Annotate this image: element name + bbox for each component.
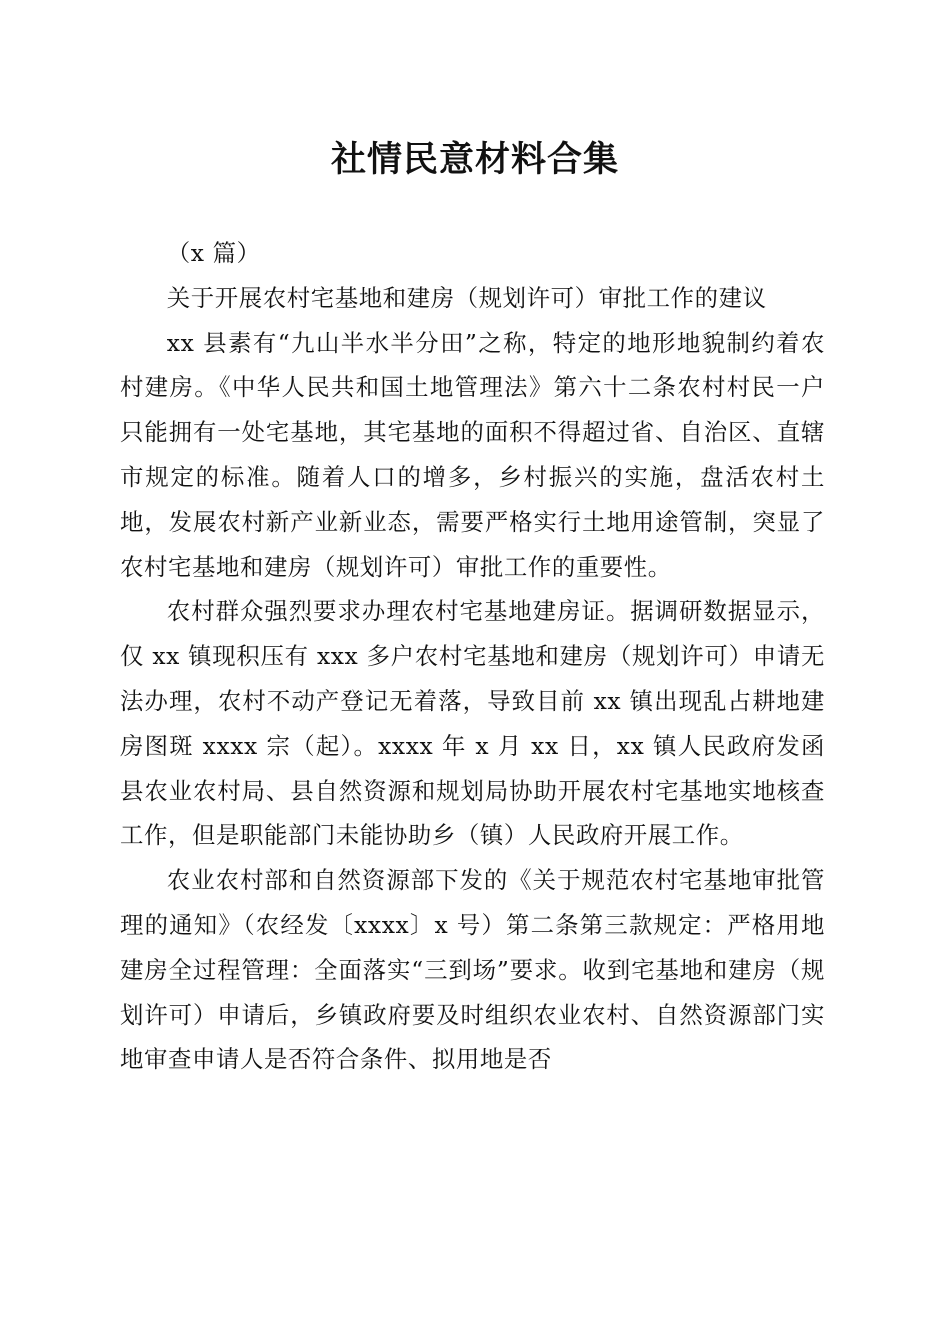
document-body: [120, 231, 825, 1082]
document-title: 社情民意材料合集: [330, 139, 619, 180]
paragraph: 农业农村部和自然资源部下发的《关于规范农村宅基地审批管理的通知》（农经发〔xxxx〕x 号）第二条第三款规定：严格用地建房全过程管理：全面落实“三到场”要求。收到宅基地和建房（规划许可）申请后，乡镇政府要及时组织农业农村、自然资源部门实地审查申请人是否符合条件、拟用地是否: [120, 866, 825, 1074]
paragraph-count-note: （x 篇）: [166, 239, 261, 267]
paragraph: xx 县素有“九山半水半分田”之称，特定的地形地貌制约着农村建房。《中华人民共和国土地管理法》第六十二条农村村民一户只能拥有一处宅基地，其宅基地的面积不得超过省、自治区、直辖市规定的标准。随着人口的增多，乡村振兴的实施，盘活农村土地，发展农村新产业新业态，需要严格实行土地用途管制，突显了农村宅基地和建房（规划许可）审批工作的重要性。: [120, 328, 825, 581]
paragraph: 农村群众强烈要求办理农村宅基地建房证。据调研数据显示，仅 xx 镇现积压有 xxx 多户农村宅基地和建房（规划许可）申请无法办理，农村不动产登记无着落，导致目前 xx 镇出现乱占耕地建房图斑 xxxx 宗（起）。xxxx 年 x 月 xx 日，xx 镇人民政府发函县农业农村局、县自然资源和规划局协助开展农村宅基地实地核查工作，但是职能部门未能协助乡（镇）人民政府开展工作。: [120, 597, 825, 850]
article-heading: 关于开展农村宅基地和建房（规划许可）审批工作的建议: [166, 283, 767, 312]
